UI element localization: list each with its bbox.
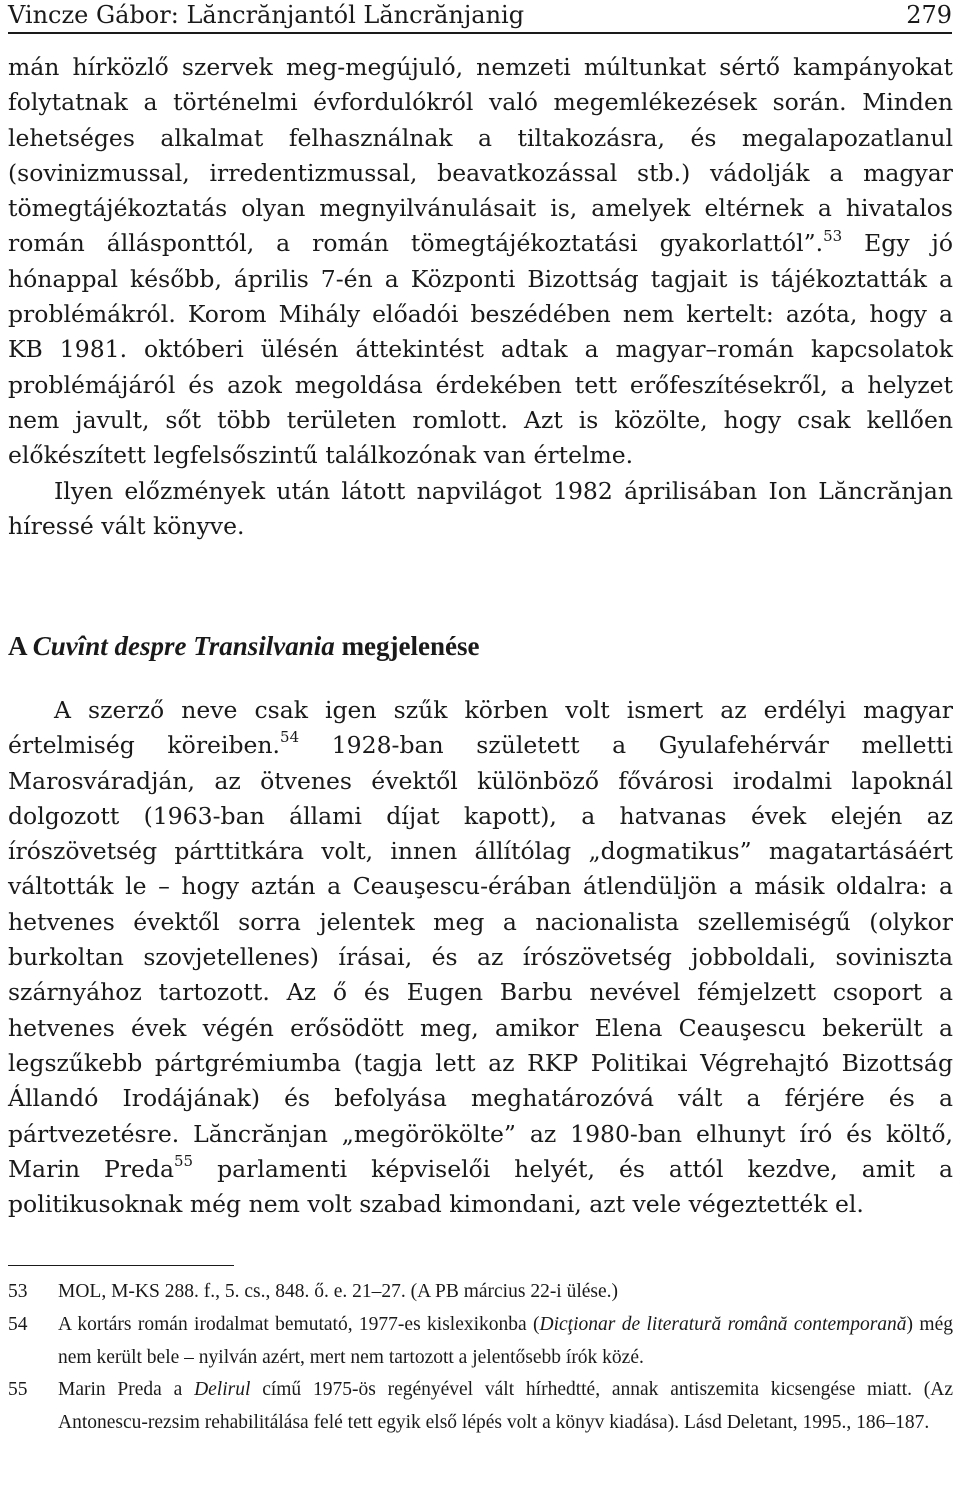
footnote-divider <box>8 1265 234 1266</box>
footnote-54-text-a: A kortárs román irodalmat bemutató, 1977-es kislexikonba ( <box>58 1313 540 1335</box>
footnote-number: 55 <box>8 1379 28 1401</box>
body-text-lower <box>8 693 953 1222</box>
footnote-55 <box>8 1374 953 1440</box>
paragraph-2: Ilyen előzmények után látott napvilágot 1982 áprilisában Ion Lăncrănjan híressé vált könyve. <box>8 476 953 540</box>
section-heading <box>8 631 480 662</box>
footnotes <box>8 1276 953 1440</box>
footnote-ref-53[interactable]: 53 <box>823 226 843 245</box>
footnote-ref-55[interactable]: 55 <box>173 1152 194 1171</box>
section-heading-prefix: A <box>8 631 33 661</box>
footnote-54 <box>8 1309 953 1375</box>
footnote-54-book-title: Dicţionar de literatură română contemporană <box>539 1313 907 1335</box>
paragraph-1-text-b: Egy jó hónappal később, április 7-én a Központi Bizottság tagjait is tájékoztatták a problémákról. Korom Mihály előadói beszédében nem kertelt: azóta, hogy a KB 1981. októberi ülésén áttekintést adtak a magyar–román kapcsolatok problémájáról és azok megoldása érdekében tett erőfeszítésekről, a helyzet nem javult, sőt több területen romlott. Azt is közölte, hogy csak kellően előkészített legfelsőszintű találkozónak van értelme. <box>8 229 953 470</box>
running-header <box>8 0 952 34</box>
footnote-number: 54 <box>8 1313 28 1335</box>
footnote-55-text-a: Marin Preda a <box>58 1379 195 1401</box>
footnote-55-text-b: című 1975-ös regényével vált hírhedtté, annak antiszemita kicsengése miatt. (Az Antonescu-rezsim rehabilitálása felé tett egyik első lépés volt a könyv kiadása). Lásd Deletant, 1995., 186–187. <box>58 1379 953 1434</box>
footnote-text <box>58 1374 953 1440</box>
paragraph-3-text-b: 1928-ban született a Gyulafehérvár melletti Marosváradján, az ötvenes évektől különböző fővárosi irodalmi lapoknál dolgozott (1963-ban állami díjat kapott), a hatvanas évek elején az írószövetség párttitkára volt, innen állítólag „dogmatikus” magatartásáért váltották le – hogy aztán a Ceauşescu-érában átlendüljön a másik oldalra: a hetvenes évektől sorra jelentek meg a nacionalista szellemiségű (olykor burkoltan szovjetellenes) írásai, és az írószövetség jobboldali, soviniszta szárnyához tartozott. Az ő és Eugen Barbu nevével fémjelzett csoport a hetvenes évek végén erősödött meg, amikor Elena Ceauşescu bekerült a legszűkebb pártgrémiumba (tagja lett az RKP Politikai Végrehajtó Bizottság Állandó Irodájának) és befolyása meghatározóvá vált a férjére és a pártvezetésre. Lăncrănjan „megörökölte” az 1980-ban elhunyt író és költő, Marin Preda <box>8 731 953 1183</box>
footnote-ref-54[interactable]: 54 <box>280 728 300 747</box>
page-number: 279 <box>906 1 952 29</box>
paragraph-3-text-c: parlamenti képviselői helyét, és attól kezdve, amit a politikusoknak még nem volt szabad kimondani, azt vele végeztették el. <box>8 1154 953 1219</box>
paragraph-1 <box>8 50 953 474</box>
running-title: Vincze Gábor: Lăncrănjantól Lăncrănjanig <box>8 1 525 29</box>
footnote-54-text-b: ) még nem került bele – nyilván azért, mert nem tartozott a jelentősebb írók közé. <box>58 1313 953 1368</box>
paragraph-3-text-a: A szerző neve csak igen szűk körben volt ismert az erdélyi magyar értelmiség köreiben. <box>8 696 953 760</box>
footnote-53 <box>8 1276 953 1309</box>
body-text-upper <box>8 50 953 544</box>
footnote-number: 53 <box>8 1281 28 1302</box>
section-heading-title: Cuvînt despre Transilvania <box>32 631 335 661</box>
footnote-text <box>58 1309 953 1375</box>
footnote-text: MOL, M-KS 288. f., 5. cs., 848. ő. e. 21–27. (A PB március 22-i ülése.) <box>58 1281 619 1302</box>
footnote-55-novel-title: Delirul <box>194 1379 251 1401</box>
section-heading-suffix: megjelenése <box>334 631 480 661</box>
paragraph-3 <box>8 693 953 1222</box>
paragraph-1-text-a: mán hírközlő szervek meg-megújuló, nemzeti múltunkat sértő kampányokat folytatnak a történelmi évfordulókról való megemlékezések során. Minden lehetséges alkalmat felhasználnak a tiltakozásra, és megalapozatlanul (sovinizmussal, irredentizmussal, beavatkozással stb.) vádolják a magyar tömegtájékoztatás olyan megnyilvánulásait is, amelyek eltérnek a hivatalos román állásponttól, a román tömegtájékoztatási gyakorlattól”. <box>8 53 953 258</box>
